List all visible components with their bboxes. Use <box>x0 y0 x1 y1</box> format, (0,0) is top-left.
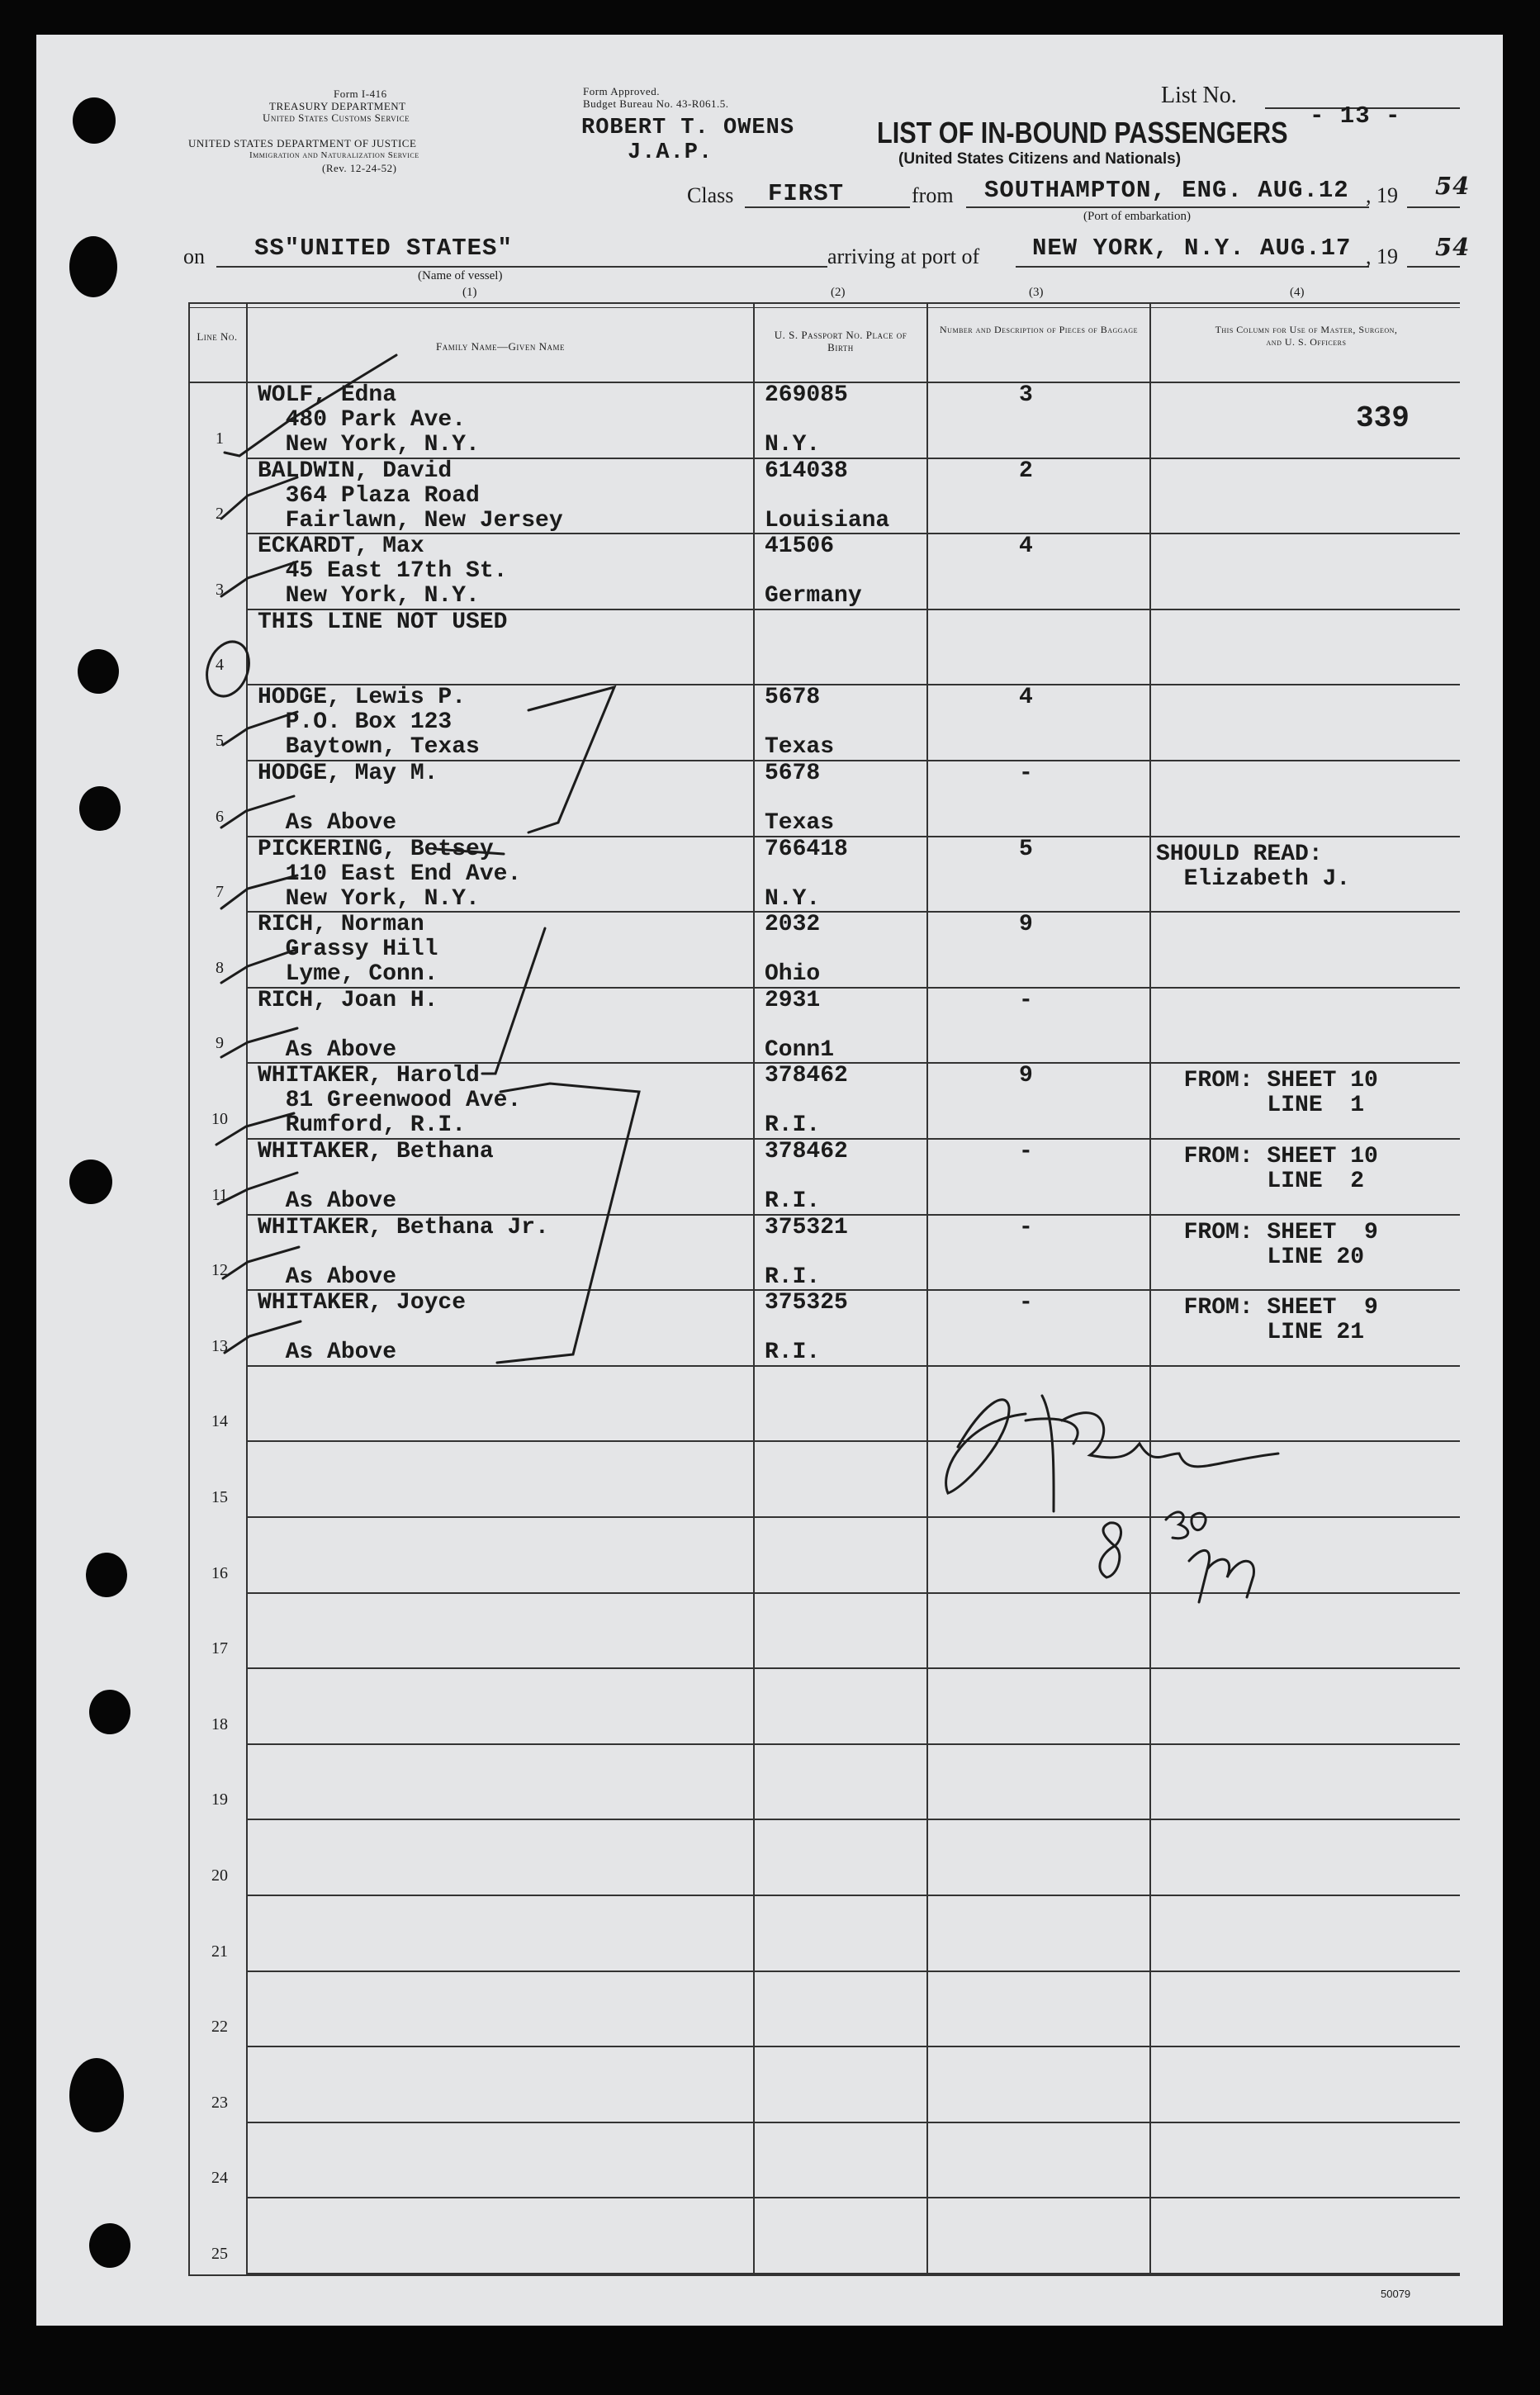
baggage-count: 2 <box>1019 458 1033 484</box>
row-line-number: 7 <box>216 883 224 901</box>
passport-birthplace: 2931 Conn1 <box>765 988 835 1063</box>
passenger-name-address: RICH, Norman Grassy Hill Lyme, Conn. <box>258 912 438 987</box>
baggage-count: 4 <box>1019 534 1033 559</box>
passport-birthplace: 378462 R.I. <box>765 1063 848 1138</box>
customs-service: United States Customs Service <box>263 111 410 124</box>
row-line-number: 14 <box>211 1412 228 1430</box>
baggage-count: - <box>1019 1215 1033 1240</box>
passport-birthplace: 375321 R.I. <box>765 1215 848 1290</box>
row-line-number: 1 <box>216 429 224 448</box>
baggage-count: 5 <box>1019 837 1033 862</box>
arrival-port: NEW YORK, N.Y. AUG.17 <box>1032 235 1352 262</box>
row-line-number: 18 <box>211 1715 228 1733</box>
officer-note: SHOULD READ: Elizabeth J. <box>1156 842 1351 892</box>
embark-caption: (Port of embarkation) <box>1083 210 1191 223</box>
baggage-count: - <box>1019 761 1033 786</box>
arriving-label: arriving at port of <box>827 244 980 268</box>
header-name: Family Name—Given Name <box>436 340 565 353</box>
treasury-dept: TREASURY DEPARTMENT <box>269 100 406 112</box>
form-number: Form I-416 <box>334 88 387 100</box>
passport-birthplace: 766418 N.Y. <box>765 837 848 912</box>
officer-mark: 339 <box>1356 401 1410 435</box>
column-number-1: (1) <box>462 286 477 299</box>
passenger-name-address: HODGE, May M. As Above <box>258 761 438 836</box>
row-line-number: 13 <box>211 1337 228 1355</box>
vessel-caption: (Name of vessel) <box>418 269 503 282</box>
year-prefix: , 19 <box>1366 183 1398 207</box>
baggage-count: 4 <box>1019 685 1033 710</box>
passport-birthplace: 2032 Ohio <box>765 912 821 987</box>
passenger-name-address: WHITAKER, Harold 81 Greenwood Ave. Rumford, R.I. <box>258 1063 522 1138</box>
passenger-name-address: ECKARDT, Max 45 East 17th St. New York, N.Y. <box>258 534 508 609</box>
on-label: on <box>183 244 205 268</box>
baggage-count: - <box>1019 1290 1033 1316</box>
class-value: FIRST <box>768 180 845 207</box>
budget-bureau: Budget Bureau No. 43-R061.5. <box>583 97 729 110</box>
officer-initials: J.A.P. <box>628 140 713 165</box>
row-line-number: 15 <box>211 1488 228 1506</box>
passenger-name-address: THIS LINE NOT USED <box>258 609 508 635</box>
passport-birthplace: 41506 Germany <box>765 534 862 609</box>
passport-birthplace: 5678 Texas <box>765 685 835 760</box>
passenger-name-address: RICH, Joan H. As Above <box>258 988 438 1063</box>
header-baggage: Number and Description of Pieces of Baggage <box>940 324 1138 335</box>
row-line-number: 21 <box>211 1942 228 1961</box>
ins-service: Immigration and Naturalization Service <box>249 150 419 160</box>
vessel-name: SS"UNITED STATES" <box>254 235 513 262</box>
header-officers: This Column for Use of Master, Surgeon, and U. S. Officers <box>1215 324 1398 348</box>
list-no-label: List No. <box>1161 83 1237 108</box>
row-line-number: 23 <box>211 2094 228 2112</box>
baggage-count: 9 <box>1019 1063 1033 1088</box>
embark-port: SOUTHAMPTON, ENG. AUG.12 <box>984 177 1349 204</box>
embark-year: 54 <box>1435 172 1471 200</box>
officer-name: ROBERT T. OWENS <box>581 116 795 140</box>
column-number-2: (2) <box>831 286 846 299</box>
list-number: - 13 - <box>1310 102 1401 130</box>
passport-birthplace: 378462 R.I. <box>765 1139 848 1214</box>
document-subtitle: (United States Citizens and Nationals) <box>898 150 1182 168</box>
row-line-number: 2 <box>216 505 224 523</box>
row-line-number: 20 <box>211 1866 228 1885</box>
passport-birthplace: 614038 Louisiana <box>765 458 890 534</box>
header-line-no: Line No. <box>197 330 238 343</box>
form-approved: Form Approved. <box>583 85 660 97</box>
row-line-number: 17 <box>211 1639 228 1658</box>
officer-note: FROM: SHEET 10 LINE 1 <box>1183 1068 1378 1118</box>
passenger-name-address: BALDWIN, David 364 Plaza Road Fairlawn, New Jersey <box>258 458 563 534</box>
row-line-number: 6 <box>216 808 224 826</box>
passenger-name-address: WHITAKER, Bethana Jr. As Above <box>258 1215 549 1290</box>
baggage-count: 3 <box>1019 382 1033 408</box>
row-line-number: 25 <box>211 2245 228 2263</box>
officer-note: FROM: SHEET 9 LINE 20 <box>1183 1220 1378 1270</box>
row-line-number: 12 <box>211 1261 228 1279</box>
passenger-name-address: WOLF, Edna 480 Park Ave. New York, N.Y. <box>258 382 480 458</box>
passenger-name-address: HODGE, Lewis P. P.O. Box 123 Baytown, Texas <box>258 685 480 760</box>
row-line-number: 22 <box>211 2018 228 2036</box>
header-passport: U. S. Passport No. Place of Birth <box>774 329 907 353</box>
officer-note: FROM: SHEET 9 LINE 21 <box>1183 1295 1378 1345</box>
footer-code: 50079 <box>1381 2288 1411 2300</box>
row-line-number: 11 <box>211 1186 228 1204</box>
row-line-number: 16 <box>211 1564 228 1582</box>
row-line-number: 8 <box>216 959 224 977</box>
passport-birthplace: 375325 R.I. <box>765 1290 848 1365</box>
baggage-count: - <box>1019 988 1033 1013</box>
row-line-number: 3 <box>216 581 224 599</box>
class-label: Class <box>687 183 734 207</box>
document-title: LIST OF IN-BOUND PASSENGERS <box>877 116 1288 149</box>
passport-birthplace: 5678 Texas <box>765 761 835 836</box>
passenger-name-address: PICKERING, Betsey 110 East End Ave. New York, N.Y. <box>258 837 522 912</box>
column-number-3: (3) <box>1029 286 1044 299</box>
baggage-count: 9 <box>1019 912 1033 937</box>
year-prefix-2: , 19 <box>1366 244 1398 268</box>
baggage-count: - <box>1019 1139 1033 1164</box>
row-line-number: 19 <box>211 1790 228 1809</box>
column-number-4: (4) <box>1290 286 1305 299</box>
arrival-year: 54 <box>1435 233 1471 261</box>
justice-dept: UNITED STATES DEPARTMENT OF JUSTICE <box>188 137 417 149</box>
row-line-number: 5 <box>216 732 224 750</box>
revision-date: (Rev. 12-24-52) <box>322 162 397 174</box>
row-line-number: 24 <box>211 2169 228 2187</box>
officer-note: FROM: SHEET 10 LINE 2 <box>1183 1144 1378 1194</box>
row-line-number: 9 <box>216 1034 224 1052</box>
from-label: from <box>912 183 954 207</box>
passenger-name-address: WHITAKER, Bethana As Above <box>258 1139 494 1214</box>
row-line-number: 4 <box>216 656 224 674</box>
row-line-number: 10 <box>211 1110 228 1128</box>
passport-birthplace: 269085 N.Y. <box>765 382 848 458</box>
passenger-name-address: WHITAKER, Joyce As Above <box>258 1290 467 1365</box>
